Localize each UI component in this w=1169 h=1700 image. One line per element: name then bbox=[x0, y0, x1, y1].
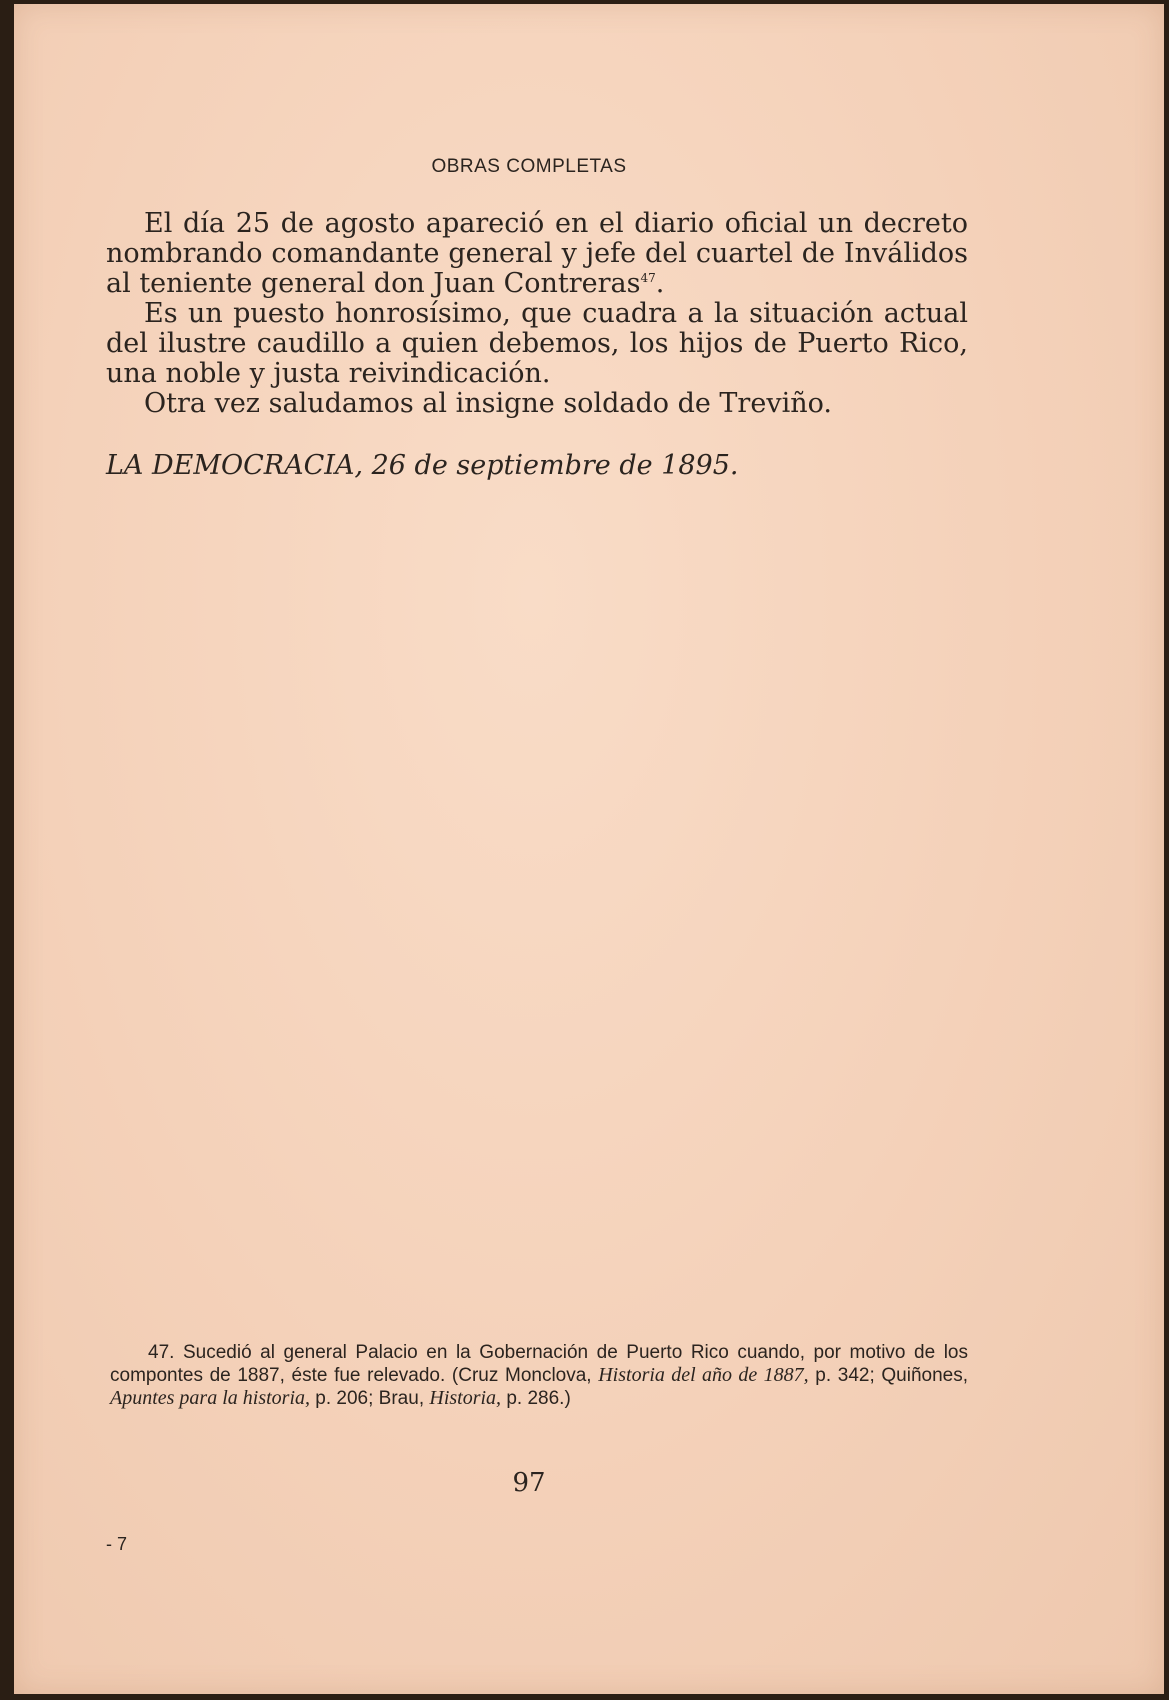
paragraph-1 bbox=[106, 209, 968, 299]
footnote-title-2: Apuntes para la historia, bbox=[110, 1387, 311, 1409]
source-citation: LA DEMOCRACIA, 26 de septiembre de 1895. bbox=[106, 450, 739, 481]
footnote bbox=[110, 1341, 968, 1410]
footnote-title-1: Historia del año de 1887, bbox=[598, 1364, 809, 1386]
paragraph-2: Es un puesto honrosísimo, que cuadra a la situación actual del ilustre caudillo a quien debemos, los hijos de Puerto Rico, una noble y justa reivindicación. bbox=[106, 298, 968, 389]
running-head: OBRAS COMPLETAS bbox=[431, 156, 627, 177]
footnote-text-3: p. 206; Brau, bbox=[315, 1388, 425, 1409]
body-text bbox=[106, 209, 968, 419]
footnote-text-1: Sucedió al general Palacio en la Gobernación de Puerto Rico cuando, por motivo de los compontes de 1887, éste fue relevado. (Cruz Monclova, bbox=[110, 1342, 968, 1386]
paragraph-1-text: El día 25 de agosto apareció en el diario oficial un decreto nombrando comandante general y jefe del cuartel de Inválidos al teniente general don Juan Contreras bbox=[106, 208, 968, 299]
footnote-title-3: Historia, bbox=[429, 1387, 502, 1409]
footnote-text-4: p. 286.) bbox=[506, 1388, 571, 1409]
page-number: 97 bbox=[512, 1468, 546, 1498]
footnote-reference: 47 bbox=[640, 271, 656, 285]
paragraph-1-end: . bbox=[655, 268, 665, 299]
footnote-number: 47. bbox=[148, 1342, 175, 1363]
book-page bbox=[14, 4, 1164, 1694]
signature-mark: - 7 bbox=[106, 1534, 128, 1554]
footnote-text-2: p. 342; Quiñones, bbox=[815, 1365, 969, 1386]
paragraph-3: Otra vez saludamos al insigne soldado de Treviño. bbox=[144, 388, 832, 419]
